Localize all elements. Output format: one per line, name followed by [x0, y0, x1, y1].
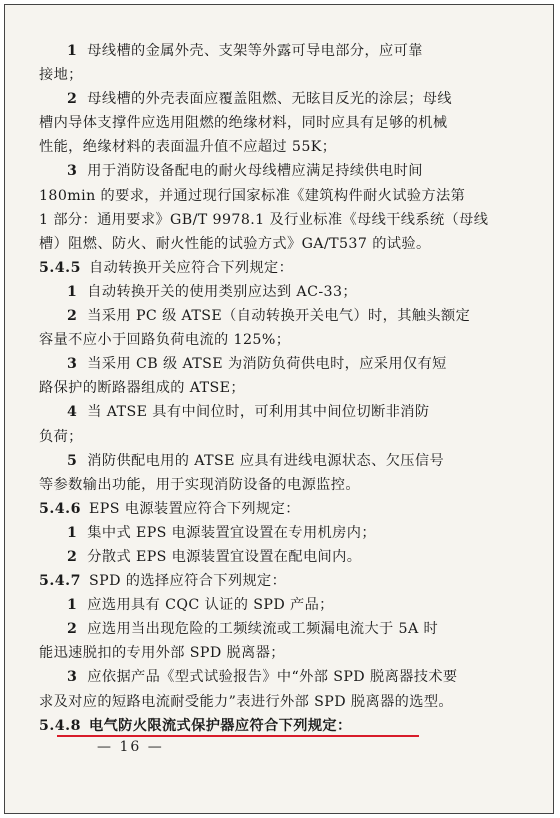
- continuation-line: 能迅速脱扣的专用外部 SPD 脱离器；: [39, 645, 285, 662]
- item-line: 1 应选用具有 CQC 认证的 SPD 产品；: [67, 597, 334, 614]
- continuation-line: 180min 的要求，并通过现行国家标准《建筑构件耐火试验方法第: [39, 187, 466, 204]
- continuation-line: 等参数输出功能，用于实现消防设备的电源监控。: [39, 476, 360, 493]
- document-page: [39, 39, 525, 738]
- section-heading-5-4-7: 5.4.7 SPD 的选择应符合下列规定：: [39, 573, 287, 590]
- item-line: 5 消防供配电用的 ATSE 应具有进线电源状态、欠压信号: [67, 452, 445, 469]
- red-highlight-underline: [57, 735, 419, 737]
- item-line: 1 自动转换开关的使用类别应达到 AC-33；: [67, 283, 357, 300]
- continuation-line: 槽）阻燃、防火、耐火性能的试验方式》GA/T537 的试验。: [39, 235, 431, 252]
- section-heading-5-4-6: 5.4.6 EPS 电源装置应符合下列规定：: [39, 500, 300, 517]
- item-line: 1 母线槽的金属外壳、支架等外露可导电部分，应可靠: [67, 43, 423, 59]
- continuation-line: 求及对应的短路电流耐受能力”表进行外部 SPD 脱离器的选型。: [39, 693, 454, 710]
- continuation-line: 接地；: [39, 67, 83, 84]
- continuation-line: 容量不应小于回路负荷电流的 125%；: [39, 332, 291, 349]
- page-frame: [4, 4, 554, 814]
- item-line: 2 分散式 EPS 电源装置宜设置在配电间内。: [67, 548, 362, 565]
- item-line: 3 应依据产品《型式试验报告》中“外部 SPD 脱离器技术要: [67, 669, 458, 686]
- continuation-line: 槽内导体支撑件应选用阻燃的绝缘材料，同时应具有足够的机械: [39, 115, 448, 132]
- item-line: 2 当采用 PC 级 ATSE（自动转换开关电气）时，其触头额定: [67, 308, 471, 325]
- section-heading-5-4-8: 5.4.8 电气防火限流式保护器应符合下列规定：: [39, 717, 352, 734]
- page-number: — 16 —: [97, 739, 164, 755]
- item-line: 2 母线槽的外壳表面应覆盖阻燃、无眩目反光的涂层；母线: [67, 91, 452, 108]
- continuation-line: 性能，绝缘材料的表面温升值不应超过 55K；: [39, 139, 337, 156]
- item-line: 3 用于消防设备配电的耐火母线槽应满足持续供电时间: [67, 163, 423, 180]
- item-line: 1 集中式 EPS 电源装置宜设置在专用机房内；: [67, 524, 376, 541]
- continuation-line: 1 部分：通用要求》GB/T 9978.1 及行业标准《母线干线系统（母线: [39, 211, 489, 228]
- continuation-line: 负荷；: [39, 428, 83, 445]
- item-line: 2 应选用当出现危险的工频续流或工频漏电流大于 5A 时: [67, 621, 439, 638]
- continuation-line: 路保护的断路器组成的 ATSE；: [39, 380, 245, 397]
- item-line: 3 当采用 CB 级 ATSE 为消防负荷供电时，应采用仅有短: [67, 356, 447, 373]
- item-line: 4 当 ATSE 具有中间位时，可利用其中间位切断非消防: [67, 404, 430, 421]
- section-heading-5-4-5: 5.4.5 自动转换开关应符合下列规定：: [39, 259, 294, 276]
